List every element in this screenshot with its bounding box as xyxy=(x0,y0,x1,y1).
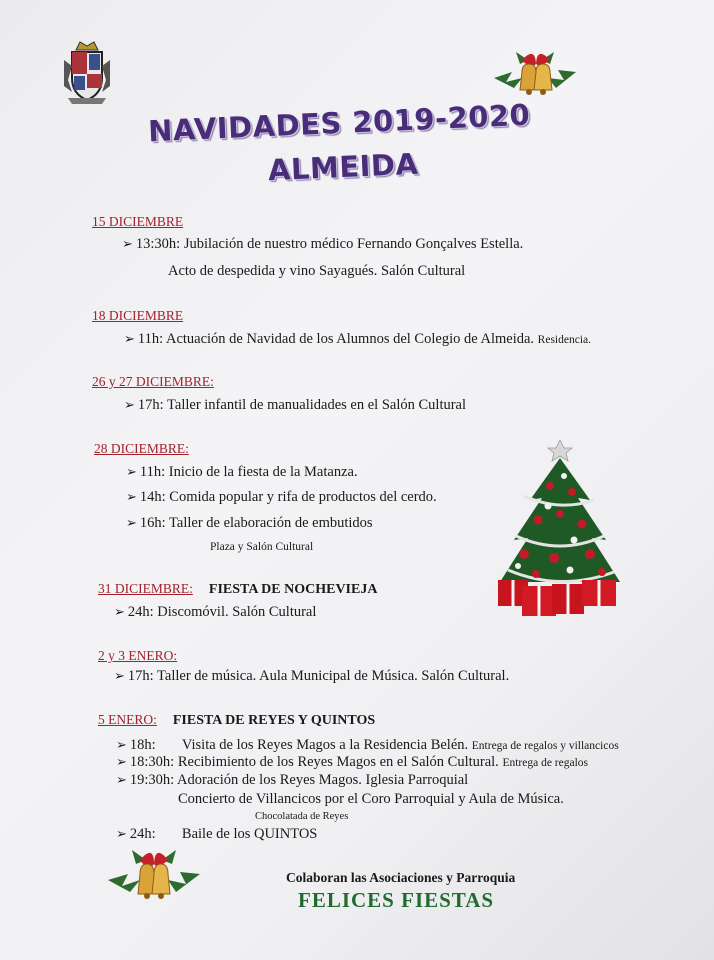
arrow-bullet-icon: ➢ xyxy=(114,605,125,620)
section-date: 18 DICIEMBRE xyxy=(92,308,184,323)
event-item: ➢ 13:30h: Jubilación de nuestro médico Fernando Gonçalves Estella. xyxy=(122,236,524,252)
event-note: Plaza y Salón Cultural xyxy=(210,541,314,553)
arrow-bullet-icon: ➢ xyxy=(126,490,137,505)
coat-of-arms-icon xyxy=(62,40,112,106)
arrow-bullet-icon: ➢ xyxy=(116,773,127,788)
arrow-bullet-icon: ➢ xyxy=(122,237,133,252)
arrow-bullet-icon: ➢ xyxy=(116,827,127,842)
page-subtitle: ALMEIDA xyxy=(267,146,420,188)
christmas-bells-icon xyxy=(492,42,578,104)
section-date: 26 y 27 DICIEMBRE: xyxy=(92,374,214,389)
event-item-continuation: Concierto de Villancicos por el Coro Parroquial y Aula de Música. xyxy=(178,791,564,807)
event-item: ➢ 17h: Taller infantil de manualidades en el Salón Cultural xyxy=(124,397,467,413)
event-item: ➢ 24h: Baile de los QUINTOS xyxy=(116,826,318,842)
event-item: ➢ 14h: Comida popular y rifa de productos del cerdo. xyxy=(126,489,437,505)
arrow-bullet-icon: ➢ xyxy=(116,738,127,753)
event-item: ➢ 16h: Taller de elaboración de embutidos xyxy=(126,515,373,531)
collaborators-text: Colaboran las Asociaciones y Parroquia xyxy=(286,870,516,885)
greeting-text: FELICES FIESTAS xyxy=(298,888,495,912)
event-item: ➢ 19:30h: Adoración de los Reyes Magos. Iglesia Parroquial xyxy=(116,772,469,788)
section-date: 2 y 3 ENERO: xyxy=(98,648,178,663)
christmas-tree-icon xyxy=(494,436,626,620)
section-date: 5 ENERO: xyxy=(98,712,157,727)
arrow-bullet-icon: ➢ xyxy=(114,669,125,684)
section-heading: FIESTA DE REYES Y QUINTOS xyxy=(172,713,376,728)
event-item-continuation: Acto de despedida y vino Sayagués. Salón Cultural xyxy=(168,263,466,279)
arrow-bullet-icon: ➢ xyxy=(116,755,127,770)
arrow-bullet-icon: ➢ xyxy=(124,398,135,413)
section-date: 31 DICIEMBRE: xyxy=(98,581,193,596)
event-item: ➢ 11h: Inicio de la fiesta de la Matanza. xyxy=(126,464,358,480)
event-item: ➢ 18:30h: Recibimiento de los Reyes Magos en el Salón Cultural. Entrega de regalos xyxy=(116,754,589,770)
section-header xyxy=(98,711,375,729)
page-title: NAVIDADES 2019-2020 xyxy=(147,97,531,149)
event-item: ➢ 17h: Taller de música. Aula Municipal de Música. Salón Cultural. xyxy=(114,668,510,684)
section-header xyxy=(98,580,377,598)
arrow-bullet-icon: ➢ xyxy=(126,465,137,480)
christmas-bells-icon xyxy=(106,842,202,908)
section-date: 28 DICIEMBRE: xyxy=(94,441,189,456)
section-heading: FIESTA DE NOCHEVIEJA xyxy=(208,582,378,597)
arrow-bullet-icon: ➢ xyxy=(124,332,135,347)
event-note: Chocolatada de Reyes xyxy=(255,811,349,822)
event-item: ➢ 11h: Actuación de Navidad de los Alumnos del Colegio de Almeida. Residencia. xyxy=(124,331,591,347)
arrow-bullet-icon: ➢ xyxy=(126,516,137,531)
section-date: 15 DICIEMBRE xyxy=(92,214,184,229)
event-item: ➢ 24h: Discomóvil. Salón Cultural xyxy=(114,604,317,620)
event-item: ➢ 18h: Visita de los Reyes Magos a la Residencia Belén. Entrega de regalos y villancicos xyxy=(116,737,619,753)
